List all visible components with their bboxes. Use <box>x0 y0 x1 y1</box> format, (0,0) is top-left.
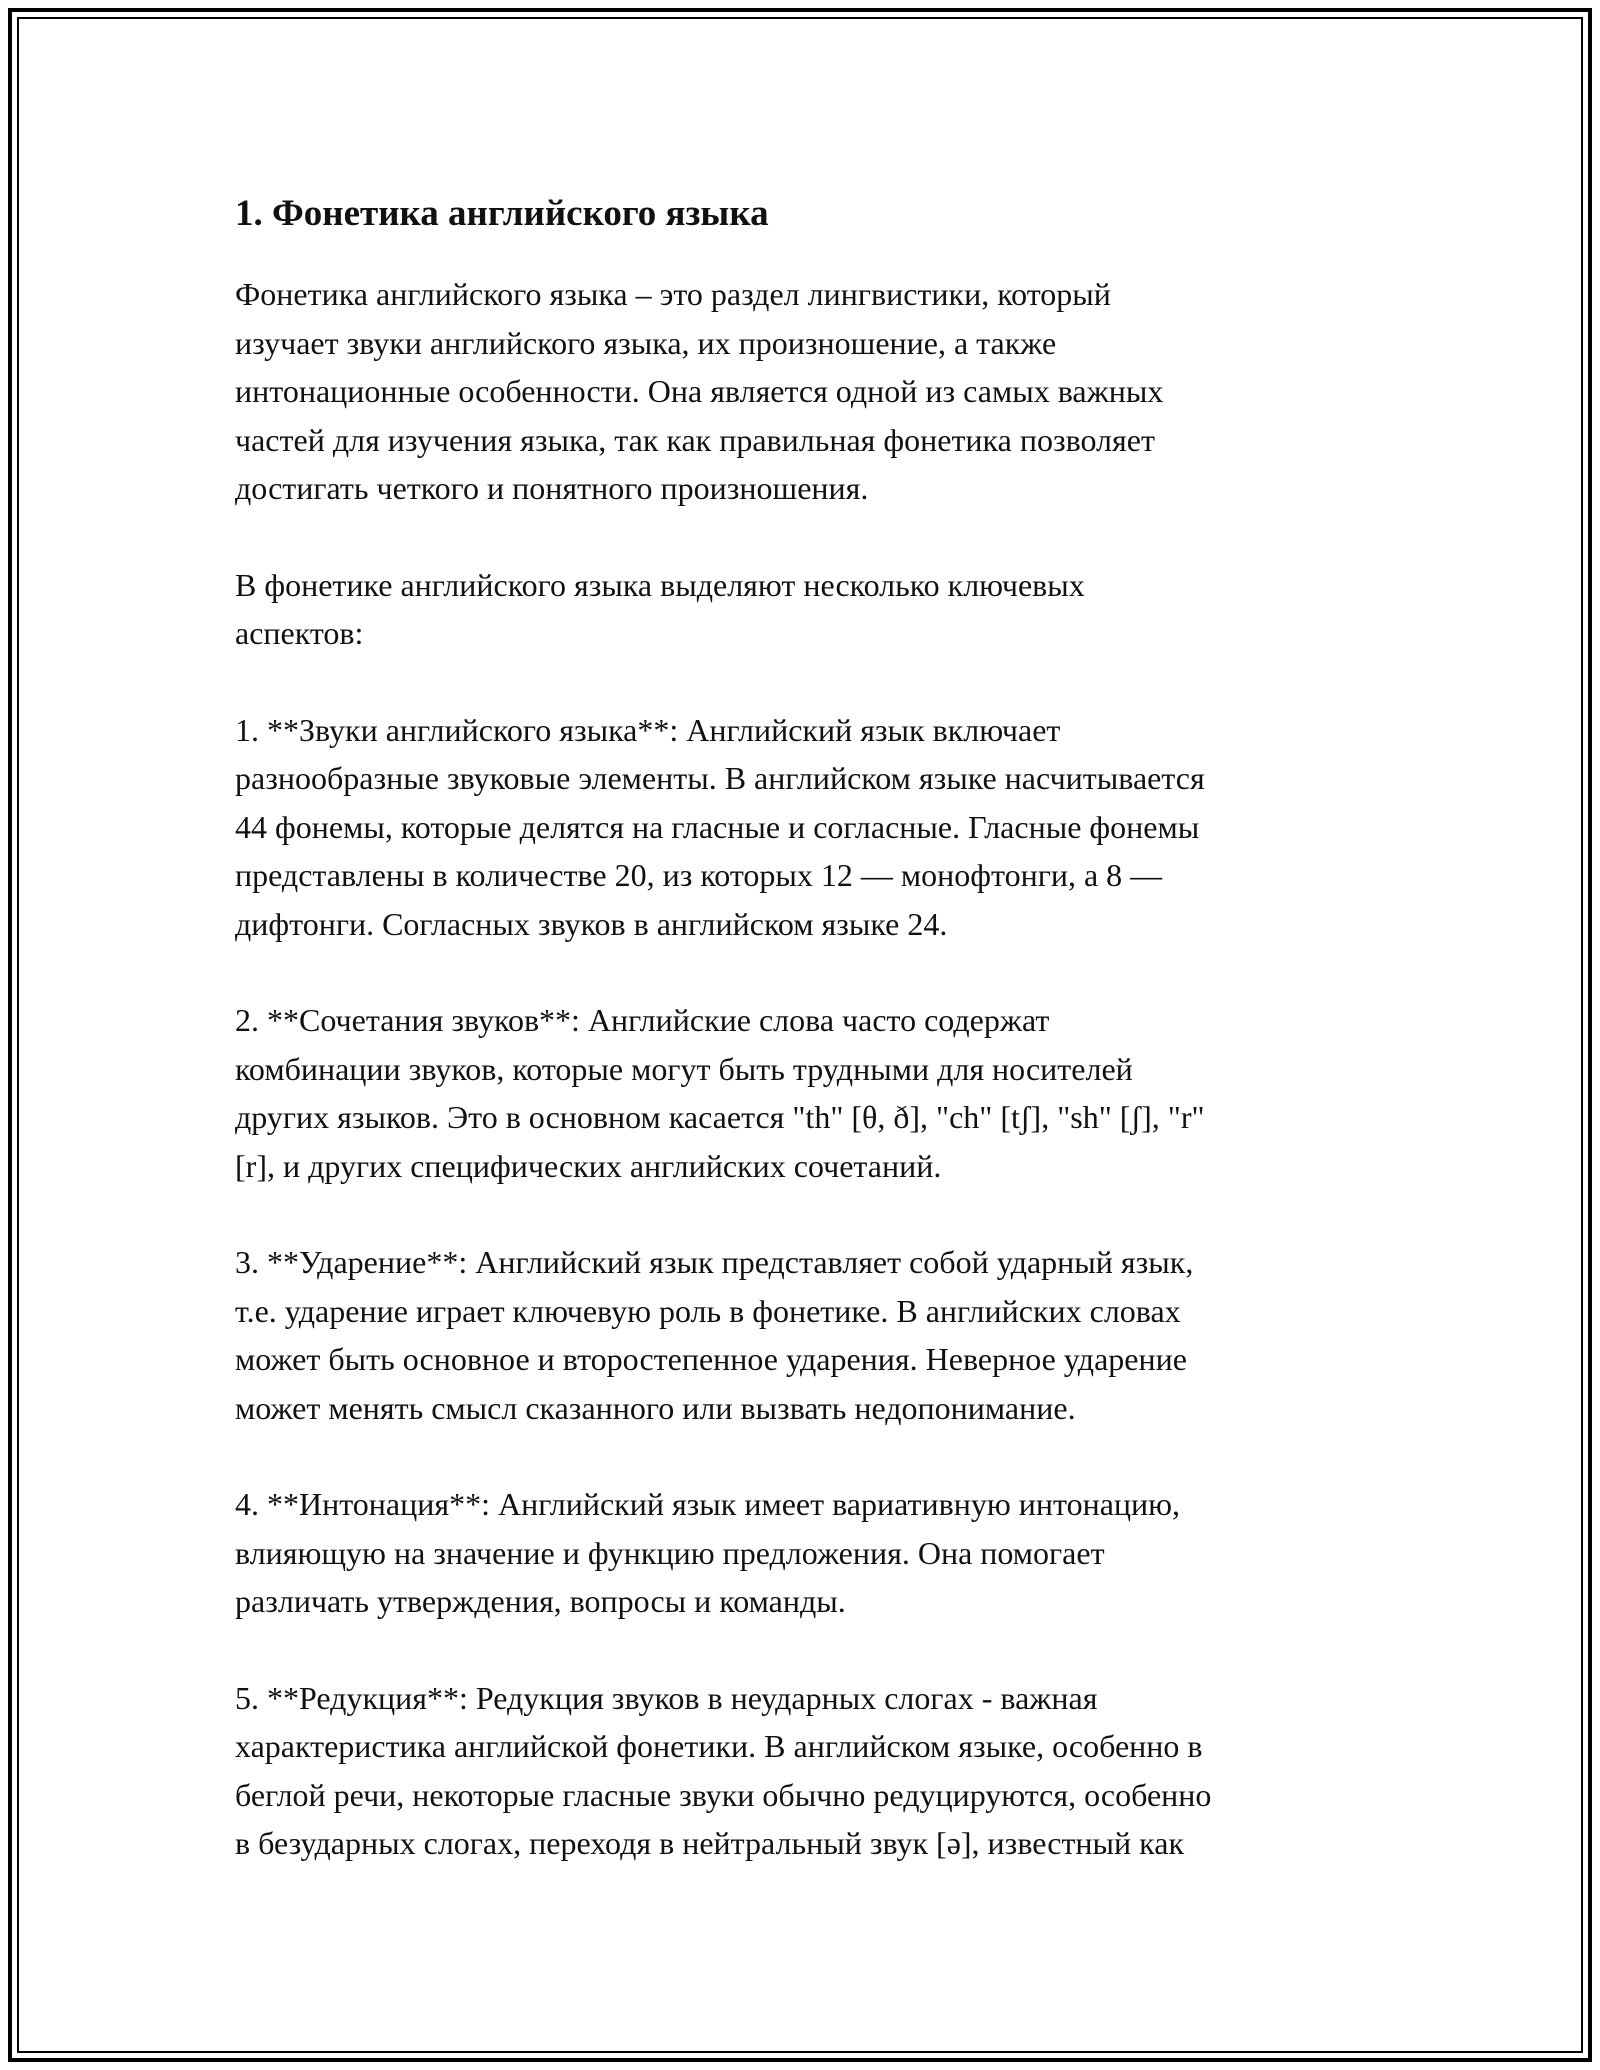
aspect-item-sounds: 1. **Звуки английского языка**: Английский язык включает разнообразные звуковые элементы. В английском языке насчитывается 44 фонемы, которые делятся на гласные и согласные. Гласные фонемы представлены в количестве 20, из которых 12 — монофтонги, а 8 — дифтонги. Согласных звуков в английском языке 24. <box>235 711 1205 942</box>
aspects-intro-paragraph: В фонетике английского языка выделяют несколько ключевых аспектов: <box>235 566 1085 651</box>
aspect-item-combinations: 2. **Сочетания звуков**: Английские слова часто содержат комбинации звуков, которые могут быть трудными для носителей других языков. Это в основном касается "th" [θ, ð], "ch" [tʃ], "sh" [ʃ], "r" [r], и других специфических английских сочетаний. <box>235 1002 1205 1184</box>
aspect-item-stress: 3. **Ударение**: Английский язык представляет собой ударный язык, т.е. ударение играет ключевую роль в фонетике. В английских словах может быть основное и второстепенное ударения. Неверное ударение может менять смысл сказанного или вызвать недопонимание. <box>235 1244 1194 1426</box>
document-body <box>235 188 1385 1916</box>
aspect-item-reduction: 5. **Редукция**: Редукция звуков в неударных слогах - важная характеристика английской фонетики. В английском языке, особенно в беглой речи, некоторые гласные звуки обычно редуцируются, особенно в безударных слогах, переходя в нейтральный звук [ə], известный как <box>235 1679 1212 1861</box>
intro-paragraph: Фонетика английского языка – это раздел лингвистики, который изучает звуки английского языка, их произношение, а также интонационные особенности. Она является одной из самых важных частей для изучения языка, так как правильная фонетика позволяет достигать четкого и понятного произношения. <box>235 276 1164 506</box>
section-heading: 1. Фонетика английского языка <box>235 193 769 234</box>
aspect-item-intonation: 4. **Интонация**: Английский язык имеет вариативную интонацию, влияющую на значение и функцию предложения. Она помогает различать утверждения, вопросы и команды. <box>235 1486 1181 1619</box>
